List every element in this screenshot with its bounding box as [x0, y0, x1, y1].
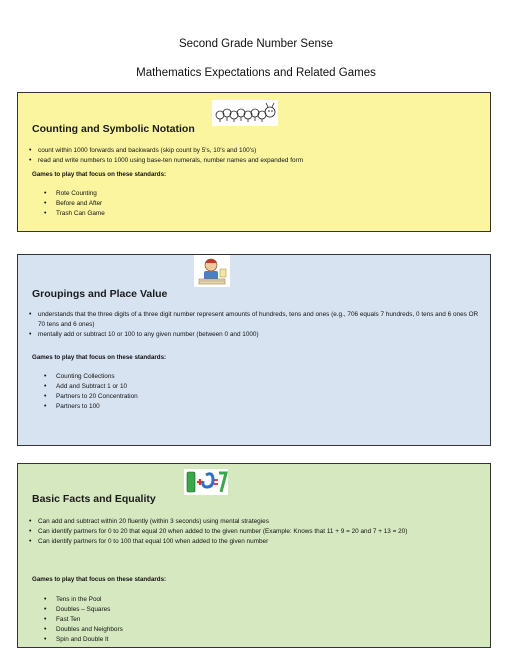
list-item: • read and write numbers to 1000 using base-ten numerals, number names and expanded form	[32, 156, 480, 166]
list-item: • Trash Can Game	[44, 209, 105, 219]
section-place-value	[17, 254, 491, 446]
list-item: • Counting Collections	[44, 372, 138, 382]
list-item: • Add and Subtract 1 or 10	[44, 382, 138, 392]
counting-caterpillar-icon	[212, 100, 278, 126]
list-item: • Can identify partners for 0 to 100 that equal 100 when added to the given number	[32, 537, 480, 547]
list-item: • count within 1000 forwards and backwards (skip count by 5's, 10's and 100's)	[32, 146, 480, 156]
math-numbers-icon	[184, 469, 228, 495]
games-list	[44, 189, 105, 219]
list-item: • Doubles and Neighbors	[44, 625, 123, 635]
section-heading: Groupings and Place Value	[32, 288, 168, 300]
section-counting	[17, 92, 491, 232]
games-heading: Games to play that focus on these standards:	[32, 354, 167, 361]
section-heading: Basic Facts and Equality	[32, 493, 156, 505]
standards-list	[22, 517, 480, 547]
section-basic-facts	[17, 463, 491, 648]
games-list	[44, 595, 123, 645]
games-heading: Games to play that focus on these standards:	[32, 576, 167, 583]
list-item: • Can identify partners for 0 to 20 that equal 20 when added to the given number (Example: Knows that 11 + 9 = 20 and 7 + 13 = 20)	[32, 527, 480, 537]
list-item: • Partners to 100	[44, 402, 138, 412]
list-item: • Fast Ten	[44, 615, 123, 625]
games-list	[44, 372, 138, 412]
list-item: • Rote Counting	[44, 189, 105, 199]
page-subtitle: Mathematics Expectations and Related Games	[136, 67, 376, 79]
list-item: • Partners to 20 Concentration	[44, 392, 138, 402]
student-studying-icon	[194, 255, 230, 287]
games-heading: Games to play that focus on these standards:	[32, 171, 167, 178]
list-item: • Spin and Double It	[44, 635, 123, 645]
list-item: • mentally add or subtract 10 or 100 to any given number (between 0 and 1000)	[32, 330, 480, 340]
standards-list	[22, 310, 480, 340]
list-item: • Tens in the Pool	[44, 595, 123, 605]
section-heading: Counting and Symbolic Notation	[32, 123, 195, 135]
page-title: Second Grade Number Sense	[178, 38, 334, 50]
list-item: • Doubles – Squares	[44, 605, 123, 615]
list-item: • Before and After	[44, 199, 105, 209]
list-item: • understands that the three digits of a three digit number represent amounts of hundreds, tens and ones (e.g., 706 equals 7 hundreds, 0 tens and 6 ones OR 70 tens and 6 ones)	[32, 310, 480, 330]
standards-list	[22, 146, 480, 166]
list-item: • Can add and subtract within 20 fluently (within 3 seconds) using mental strategies	[32, 517, 480, 527]
